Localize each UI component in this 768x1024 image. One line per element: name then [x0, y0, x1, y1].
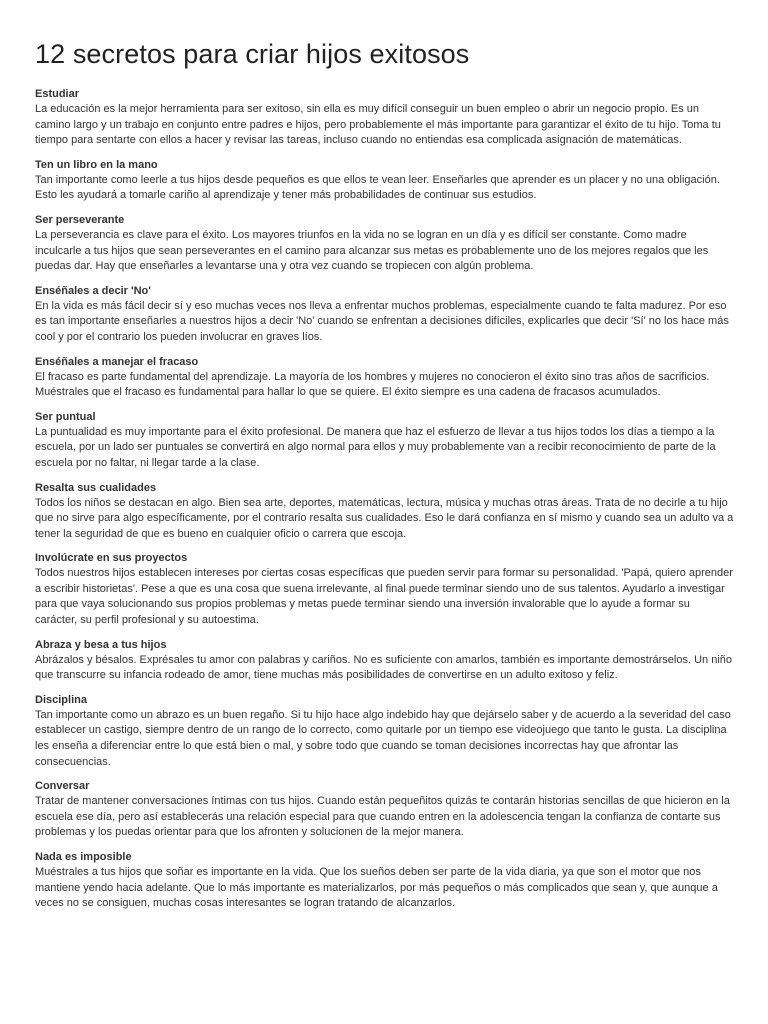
section-libro-en-la-mano [35, 158, 734, 204]
section-heading: Nada es imposible [35, 851, 132, 863]
section-body: Tan importante como leerle a tus hijos desde pequeños es que ellos te vean leer. Enseñarles que aprender es un placer y no una obligación. Esto les ayudará a tomarle cariño al aprendizaje y tener más probabilidades de continuar sus estudios. [35, 173, 720, 202]
section-heading: Involúcrate en sus proyectos [35, 552, 188, 565]
section-body: El fracaso es parte fundamental del aprendizaje. La mayoría de los hombres y mujeres no conocieron el éxito sino tras años de sacrificios. Muéstrales que el fracaso es fundamental para hallar lo que se quiere. El éxito siempre es una cadena de fracasos acumulados. [35, 370, 710, 399]
section-body: La perseverancia es clave para el éxito. Los mayores triunfos en la vida no se logran en un día y es difícil ser constante. Como madre inculcarle a tus hijos que sean perseverantes en el camino para alcanzar sus metas es probablemente uno de los mejores regalos que les puedas dar. Hay que enseñarles a levantarse una y otra vez cuando se tropiecen con algún problema. [35, 228, 709, 273]
section-body: Tan importante como un abrazo es un buen regaño. Si tu hijo hace algo indebido hay que dejárselo saber y de acuerdo a la severidad del caso establecer un castigo, siempre dentro de un rango de lo correcto, como quitarle por un tiempo ese videojuego que tanto le gusta. La disciplina les enseña a diferenciar entre lo que está bien o mal, y sobre todo que cuando se toman decisiones incorrectas hay que afrontar las consecuencias. [35, 708, 731, 768]
section-body: Todos los niños se destacan en algo. Bien sea arte, deportes, matemáticas, lectura, música y muchas otras áreas. Trata de no decirle a tu hijo que no sirve para algo específicamente, por el contrario resalta sus cualidades. Eso le dará confianza en sí mismo y cuando sea un adulto va a tener la seguridad de que es bueno en cualquier oficio o carrera que escoja. [35, 496, 734, 540]
section-involucrate-proyectos [35, 551, 734, 628]
section-body: En la vida es más fácil decir sí y eso muchas veces nos lleva a enfrentar muchos problemas, especialmente cuando te falta madurez. Por eso es tan importante enseñarles a nuestros hijos a decir 'No' cuando se enfrentan a decisiones difíciles, explicarles que decir 'Sí' no los hace más cool y por el contrario los pueden involucrar en graves líos. [35, 299, 729, 343]
section-heading: Ten un libro en la mano [35, 158, 158, 171]
section-body: Tratar de mantener conversaciones íntimas con tus hijos. Cuando están pequeñitos quizás te contarán historias sencillas de que hicieron en la escuela ese día, pero así establecerás una relación especial para que cuando entren en la adolescencia tengan la confianza de contarte sus problemas y los puedas orientar para que los afronten y solucionen de la mejor manera. [35, 795, 730, 839]
section-ser-perseverante [35, 213, 734, 275]
section-manejar-el-fracaso [35, 355, 734, 401]
section-heading: Enséñales a manejar el fracaso [35, 355, 199, 368]
section-heading: Conversar [35, 780, 90, 793]
section-heading: Enséñales a decir 'No' [35, 284, 151, 297]
section-heading: Estudiar [35, 88, 80, 100]
section-body: La puntualidad es muy importante para el éxito profesional. De manera que haz el esfuerzo de llevar a tus hijos todos los días a tiempo a la escuela, por un lado ser puntuales se convertirá en algo normal para ellos y muy probablemente van a recibir reconocimiento de parte de la escuela por no faltar, ni llegar tarde a la clase. [35, 425, 716, 469]
section-body: Todos nuestros hijos establecen intereses por ciertas cosas específicas que pueden servir para formar su personalidad. 'Papá, quiero aprender a escribir historietas'. Pese a que es una cosa que suena irrelevante, al final puede terminar siendo uno de sus talentos. Ayudarlo a investigar para que vaya solucionando sus propios problemas y metas puede terminar siendo una inversión invalorable que lo ayude a formar su carácter, su perfil profesional y su autoestima. [35, 567, 733, 627]
section-body: Abrázalos y bésalos. Exprésales tu amor con palabras y cariños. No es suficiente con amarlos, también es importante demostrárselos. Un niño que transcurre su infancia rodeado de amor, tiene muchas más posibilidades de convertirse en un adulto exitoso y feliz. [35, 653, 733, 682]
section-heading: Abraza y besa a tus hijos [35, 638, 167, 651]
document-title: 12 secretos para criar hijos exitosos [35, 39, 470, 69]
section-heading: Ser puntual [35, 410, 96, 423]
section-disciplina [35, 693, 734, 770]
section-heading: Resalta sus cualidades [35, 481, 157, 494]
section-decir-no [35, 284, 734, 346]
section-conversar [35, 779, 734, 841]
section-body: Muéstrales a tus hijos que soñar es importante en la vida. Que los sueños deben ser parte de la vida diaria, ya que son el motor que nos mantiene yendo hacia adelante. Que lo más importante es materializarlos, por más pequeños o más complicados que sean y, que aunque a veces no se consiguen, muchas cosas interesantes se logran tratando de alcanzarlos. [35, 866, 718, 910]
section-body: La educación es la mejor herramienta para ser exitoso, sin ella es muy difícil conseguir un buen empleo o abrir un negocio propio. Es un camino largo y un trabajo en conjunto entre padres e hijos, pero probablemente el más importante para garantizar el éxito de tu hijo. Toma tu tiempo para sentarte con ellos a hacer y revisar las tareas, incluso cuando no entiendas esa complicada asignación de matemáticas. [35, 103, 721, 147]
section-heading: Ser perseverante [35, 213, 125, 226]
section-estudiar [35, 87, 734, 149]
section-nada-es-imposible [35, 850, 734, 912]
section-ser-puntual [35, 410, 734, 472]
section-abraza-y-besa [35, 638, 734, 684]
section-heading: Disciplina [35, 693, 87, 706]
section-resalta-cualidades [35, 481, 734, 543]
